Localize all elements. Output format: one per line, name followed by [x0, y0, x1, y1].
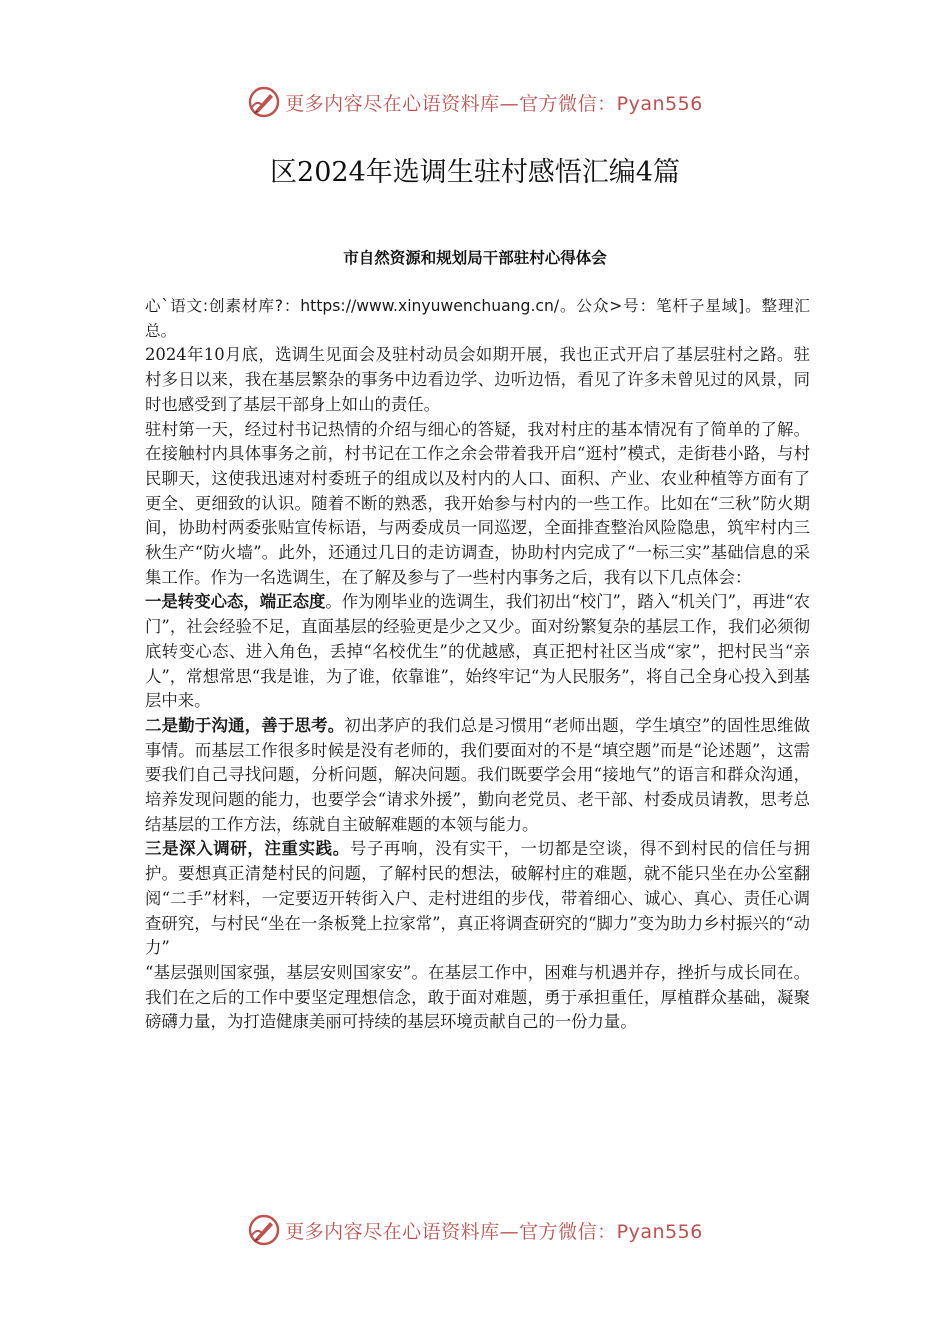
point-paragraph: [145, 714, 810, 838]
closing-paragraph: “基层强则国家强，基层安则国家安”。在基层工作中，困难与机遇并存，挫折与成长同在。我们在之后的工作中要坚定理想信念，敢于面对难题，勇于承担重任，厚植群众基础，凝聚磅礴力量，为打造健康美丽可持续的基层环境贡献自己的一份力量。: [145, 962, 810, 1032]
section-subtitle: 市自然资源和规划局干部驻村心得体会: [343, 249, 607, 267]
paragraph: 驻村第一天，经过村书记热情的介绍与细心的答疑，我对村庄的基本情况有了简单的了解。在接触村内具体事务之前，村书记在工作之余会带着我开启“逛村”模式，走街巷小路，与村民聊天，这使我迅速对村委班子的组成以及村内的人口、面积、产业、农业种植等方面有了更全、更细致的认识。随着不断的熟悉，我开始参与村内的一些工作。比如在“三秋”防火期间，协助村两委张贴宣传标语，与两委成员一同巡逻，全面排查整治风险隐患，筑牢村内三秋生产“防火墙”。此外，还通过几日的走访调查，协助村内完成了“一标三实”基础信息的采集工作。作为一名选调生，在了解及参与了一些村内事务之后，我有以下几点体会：: [145, 419, 810, 587]
banner-text: 更多内容尽在心语资料库—官方微信：Pyan556: [285, 92, 703, 115]
point-paragraph: [145, 837, 810, 961]
point-heading: 二是勤于沟通，善于思考。: [145, 715, 345, 735]
point-body: 初出茅庐的我们总是习惯用“老师出题，学生填空”的固性思维做事情。而基层工作很多时候是没有老师的，我们要面对的不是“填空题”而是“论述题”，这需要我们自己寻找问题，分析问题，解决问题。我们既要学会用“接地气”的语言和群众沟通，培养发现问题的能力，也要学会“请求外援”，勤向老党员、老干部、村委成员请教，思考总结基层的工作方法，练就自主破解难题的本领与能力。: [145, 715, 810, 834]
point-body: 。作为刚毕业的选调生，我们初出“校门”，踏入“机关门”，再进“农门”，社会经验不足，直面基层的经验更是少之又少。面对纷繁复杂的基层工作，我们必须彻底转变心态、进入角色，丢掉“名校优生”的优越感，真正把村社区当成“家”，把村民当“亲人”，常想常思“我是谁，为了谁，依靠谁”，始终牢记“为人民服务”，将自己全身心投入到基层中来。: [145, 592, 811, 711]
paragraph: 2024年10月底，选调生见面会及驻村动员会如期开展，我也正式开启了基层驻村之路。驻村多日以来，我在基层繁杂的事务中边看边学、边听边悟，看见了许多未曾见过的风景，同时也感受到了基层干部身上如山的责任。: [145, 345, 810, 414]
document-title: 区2024年选调生驻村感悟汇编4篇: [270, 157, 680, 188]
footer-banner: [0, 1210, 950, 1250]
point-heading: 一是转变心态，端正态度: [145, 592, 326, 612]
point-body: 号子再响，没有实干，一切都是空谈，得不到村民的信任与拥护。要想真正清楚村民的问题，了解村民的想法，破解村庄的难题，就不能只坐在办公室翻阅“二手”材料，一定要迈开转街入户、走村进组的步伐，带着细心、诚心、真心、责任心调查研究，与村民“坐在一条板凳上拉家常”，真正将调查研究的“脚力”变为助力乡村振兴的“动力”: [145, 839, 811, 958]
banner-text: 更多内容尽在心语资料库—官方微信：Pyan556: [285, 1220, 703, 1243]
point-paragraph: [145, 590, 810, 714]
pen-logo-icon: [247, 1213, 281, 1247]
source-note: 心`语文:创素材库?：https://www.xinyuwenchuang.cn/。公众>号：笔杆子星域]。整理汇总。: [145, 297, 810, 340]
document-body: [145, 294, 810, 1035]
point-heading: 三是深入调研，注重实践。: [145, 839, 350, 859]
header-banner: [0, 82, 950, 122]
pen-logo-icon: [247, 85, 281, 119]
